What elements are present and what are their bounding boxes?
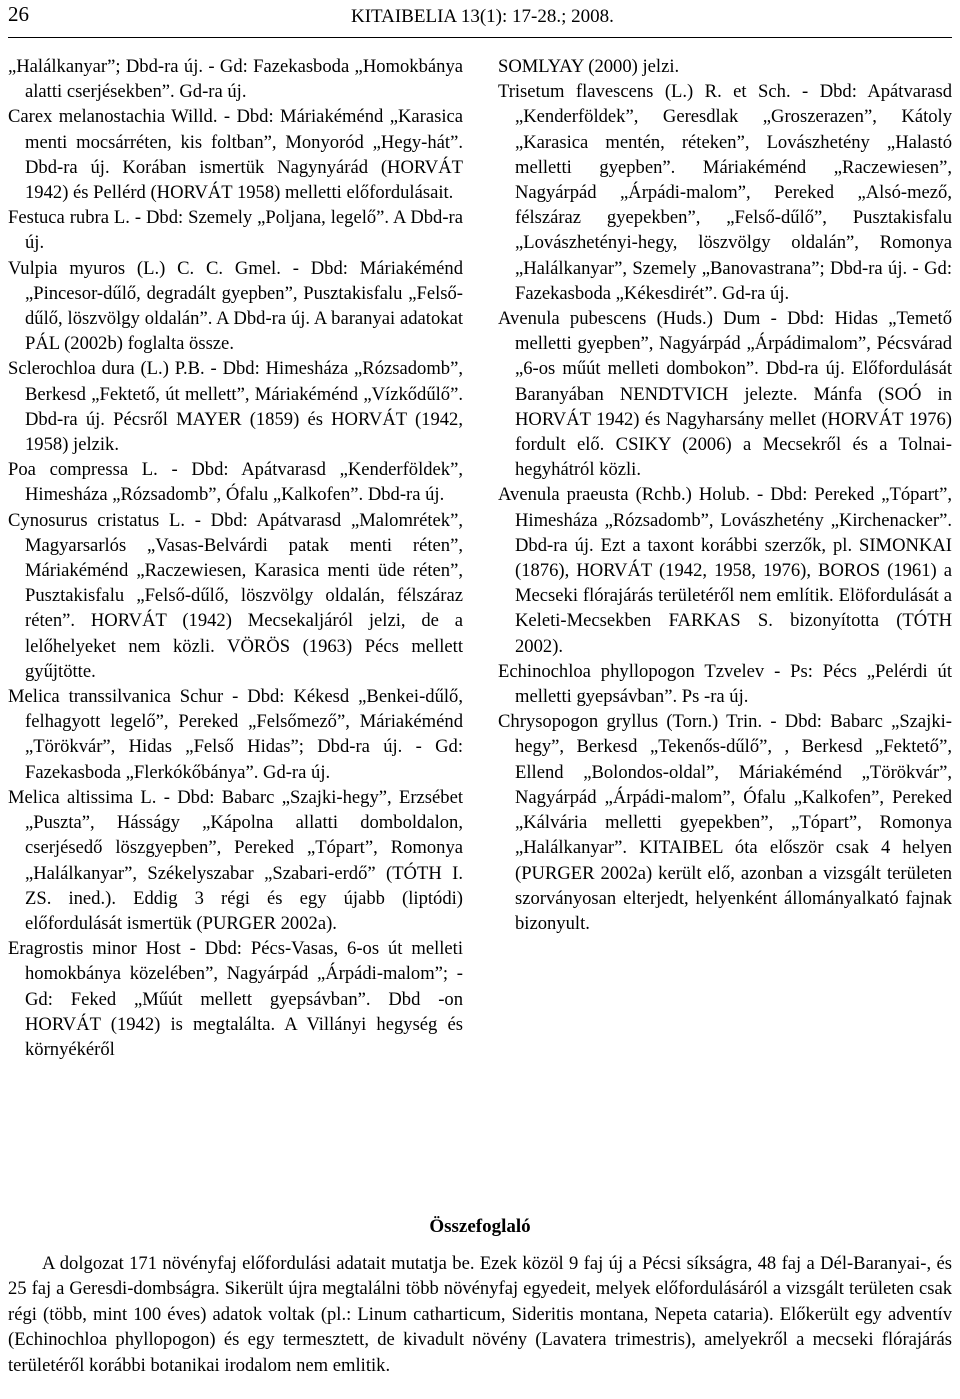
species-entry: Echinochloa phyllopogon Tzvelev - Ps: Pécs „Pelérdi út melletti gyepsávban”. Ps -ra új.: [498, 660, 952, 708]
species-entry-continuation: SOMLYAY (2000) jelzi.: [498, 56, 680, 77]
left-column: [8, 54, 463, 1062]
species-entry: Melica transsilvanica Schur - Dbd: Kékesd „Benkei-dűlő, felhagyott legelő”, Pereked „Felsőmező”, Máriakéménd „Törökvár”, Hidas „Felső Hidas”; Dbd-ra új. - Gd: Fazekasboda „Flerkókőbánya”. Gd-ra új.: [8, 686, 463, 783]
species-entry: Chrysopogon gryllus (Torn.) Trin. - Dbd: Babarc „Szajki-hegy”, Berkesd „Tekenős-dűlő”, , Berkesd „Fektető”, Ellend „Bolondos-oldal”, Máriakéménd „Törökvár”, Nagyárpád „Árpádi-malom”, Ófalu „Kalkofen”, Pereked „Kálvária melletti gyepekben”, „Tópart”, Romonya „Halálkanyar”. KITAIBEL óta először csak 4 helyen (PURGER 2002a) került elő, azonban a vizsgált területen szorványosan elterjedt, helyenként állományalkató fajnak bizonyult.: [498, 711, 952, 934]
species-entry: Cynosurus cristatus L. - Dbd: Apátvarasd „Malomrétek”, Magyarsarlós „Vasas-Belvárdi patak menti réten”, Máriakéménd „Raczewiesen, Karasica menti üde réten”, Pusztakisfalu „Felső-dűlő, löszvölgy oldalán, félszáraz réten”. HORVÁT (1942) Mecsekaljáról jelzi, de a lelőhelyeket nem közli. VÖRÖS (1963) Pécs mellett gyűjtötte.: [8, 509, 463, 682]
page-number: 26: [8, 2, 29, 26]
page-header: [8, 0, 952, 38]
journal-citation: KITAIBELIA 13(1): 17-28.; 2008.: [351, 6, 614, 27]
species-entry: „Halálkanyar”; Dbd-ra új. - Gd: Fazekasboda „Homokbánya alatti cserjésekben”. Gd-ra új.: [8, 56, 463, 103]
species-entry: Avenula pubescens (Huds.) Dum - Dbd: Hidas „Temető melletti gyepben”, Nagyárpád „Árpádimalom”, Pécsvárad „6-os műút melleti dombokon”. Dbd-ra új. Előfordulását Baranyában NENDTVICH jelezte. Mánfa (SOÓ in HORVÁT 1942) és Nagyharsány mellet (HORVÁT 1976) fordult elő. CSIKY (2006) a Mecsekről és a Tolnai-hegyhátról közli.: [498, 308, 952, 481]
summary-title: Összefoglaló: [429, 1216, 531, 1237]
summary-paragraph: A dolgozat 171 növényfaj előfordulási adatait mutatja be. Ezek közöl 9 faj új a Pécsi síkságra, 48 faj a Dél-Baranyai-, és 25 faj a Geresdi-dombságra. Sikerült újra megtalálni több növényfaj egyedeit, melyek előfordulásáról a vizsgált területen csak régi (több, mint 100 éves) adatok voltak (pl.: Linum catharticum, Sideritis montana, Nepeta cataria). Előkerült egy adventív (Echinochloa phyllopogon) és egy termesztett, de kivadult növény (Lavatera trimestris), amelyekről a mecseki flórajárás területéről korábbi botanikai irodalom nem emlitik.: [8, 1253, 952, 1376]
species-entry: Carex melanostachia Willd. - Dbd: Máriakéménd „Karasica menti mocsárréten, kis foltban”, Monyoród „Hegy-hát”. Dbd-ra új. Korában ismertük Nagynyárád (HORVÁT 1942) és Pellérd (HORVÁT 1958) melletti előfordulásait.: [8, 106, 463, 204]
species-entry: Poa compressa L. - Dbd: Apátvarasd „Kenderföldek”, Himesháza „Rózsadomb”, Ófalu „Kalkofen”. Dbd-ra új.: [8, 459, 463, 506]
species-entry: Melica altissima L. - Dbd: Babarc „Szajki-hegy”, Erzsébet „Puszta”, Hásságy „Kápolna allatti domboldalon, cserjésedő löszgyepben”, Pereked „Tópart”, Romonya „Halálkanyar”, Székelyszabar „Szabari-erdő” (TÓTH I. ZS. ined.). Eddig 3 régi és egy újabb (liptódi) előfordulását ismertük (PURGER 2002a).: [8, 786, 463, 934]
species-entry: Trisetum flavescens (L.) R. et Sch. - Dbd: Apátvarasd „Kenderföldek”, Geresdlak „Groszerazen”, Kátoly „Karasica mentén, réteken”, Lovászhetény „Halastó melletti gyepben”. Máriakéménd „Raczewiesen”, Nagyárpád „Árpádi-malom”, Pereked „Alsó-mező, félszáraz gyepekben”, „Felső-dűlő”, Pusztakisfalu „Lovászhetényi-hegy, löszvölgy oldalán”, Romonya „Halálkanyar”, Szemely „Banovastrana”; Dbd-ra új. - Gd: Fazekasboda „Kékesdirét”. Gd-ra új.: [498, 81, 952, 304]
right-column: [498, 54, 952, 936]
species-entry: Eragrostis minor Host - Dbd: Pécs-Vasas, 6-os út melleti homokbánya közelében”, Nagyárpád „Árpádi-malom”; - Gd: Feked „Műút mellett gyepsávban”. Dbd -on HORVÁT (1942) is megtalálta. A Villányi hegység és környékéről: [8, 938, 463, 1060]
species-entry: Vulpia myuros (L.) C. C. Gmel. - Dbd: Máriakéménd „Pincesor-dűlő, degradált gyepben”, Pusztakisfalu „Felső-dűlő, löszvölgy oldalán”. A Dbd-ra új. A baranyai adatokat PÁL (2002b) foglalta össze.: [8, 257, 463, 355]
species-entry: Sclerochloa dura (L.) P.B. - Dbd: Himesháza „Rózsadomb”, Berkesd „Fektető, út mellett”, Máriakéménd „Vízkődűlő”. Dbd-ra új. Pécsről MAYER (1859) és HORVÁT (1942, 1958) jelzik.: [8, 358, 463, 456]
species-entry: Festuca rubra L. - Dbd: Szemely „Poljana, legelő”. A Dbd-ra új.: [8, 207, 463, 254]
species-entry: Avenula praeusta (Rchb.) Holub. - Dbd: Pereked „Tópart”, Himesháza „Rózsadomb”, Lovászhetény „Kirchenacker”. Dbd-ra új. Ezt a taxont korábbi szerzők, pl. SIMONKAI (1876), HORVÁT (1942, 1958, 1976), BOROS (1961) a Mecseki flórajárás területéről nem említik. Elöfordulását a Keleti-Mecsekben FARKAS S. bizonyította (TÓTH 2002).: [498, 484, 952, 657]
